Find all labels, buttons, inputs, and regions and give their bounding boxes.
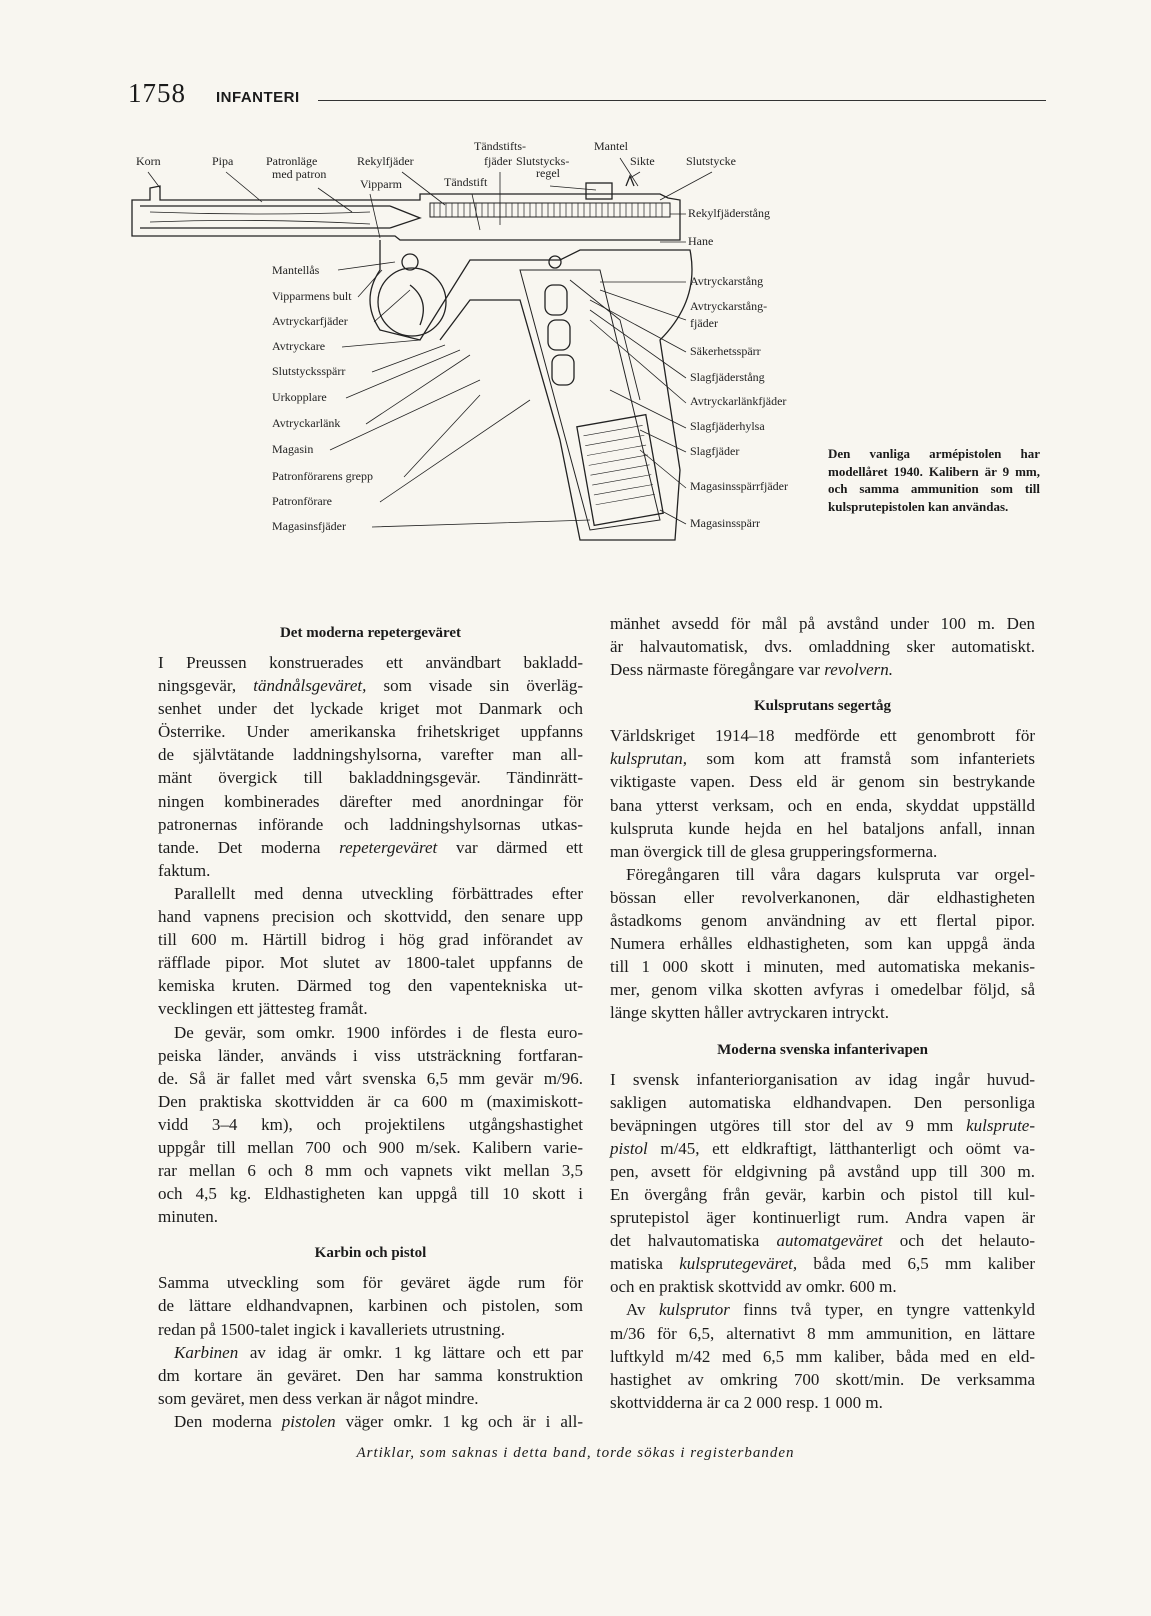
label-hane: Hane [688, 234, 714, 248]
text-line: Karbinen av idag är omkr. 1 kg lättare och ett par [174, 1342, 583, 1362]
text-line: uppgår till mellan 700 och 900 m/sek. Kalibern varie- [158, 1137, 583, 1157]
label-vipparmens-bult: Vipparmens bult [272, 289, 352, 303]
text-line: faktum. [158, 860, 211, 880]
text-line: beväpningen utgöres till stor del av 9 mm kulsprute- [610, 1115, 1035, 1135]
text-line: och en praktisk skottvidd av omkr. 600 m. [610, 1277, 897, 1297]
text-line: senhet under det lyckade kriget mot Danmark och [158, 699, 583, 719]
paragraph [158, 1271, 583, 1340]
italic-term: kulsprute- [966, 1115, 1035, 1135]
text-line: De gevär, som omkr. 1900 infördes i de flesta euro- [174, 1022, 583, 1042]
text-line: pen, avsett för eldgivning på avstånd upp till 300 m. [610, 1161, 1035, 1181]
text-line: sakligen automatiska eldhandvapen. Den personliga [610, 1092, 1035, 1112]
text-line: Världskriget 1914–18 medförde ett genombrott för [610, 726, 1035, 746]
italic-term: kulsprutan, [610, 749, 687, 769]
paragraph [158, 651, 583, 882]
text-line: hand vapnens precision och skottvidd, den senare upp [158, 907, 583, 927]
text-line: matiska kulsprutegeväret, båda med 6,5 mm kaliber [610, 1254, 1035, 1274]
paragraph [610, 724, 1035, 863]
text-column-right [610, 612, 1035, 1414]
text-line: Dess närmaste föregångare var revolvern. [610, 660, 894, 680]
text-line: till 1 000 skott i minuten, med automatiska mekanis- [610, 957, 1035, 977]
label-sikte: Sikte [630, 154, 655, 168]
label-avtryckarlankfjader: Avtryckarlänkfjäder [690, 394, 787, 408]
text-line: bössan eller revolverkanonen, där eldhastigheten [610, 887, 1035, 907]
label-slagfjader: Slagfjäder [690, 444, 740, 458]
text-line: pistol m/45, ett eldkraftigt, lätthanterligt och oömt va- [610, 1138, 1035, 1158]
text-line: kemiska kruten. Därmed tog den vapentekniska ut- [158, 976, 583, 996]
text-line: tande. Det moderna repetergeväret var därmed ett [158, 837, 583, 857]
text-line: ningen kombinerades därefter med anordningar för [158, 791, 583, 811]
text-line: Parallellt med denna utveckling förbättrades efter [174, 883, 583, 903]
text-line: Av kulsprutor finns två typer, en tyngre vattenkyld [626, 1300, 1035, 1320]
label-magasin: Magasin [272, 442, 314, 456]
italic-term: pistol [610, 1138, 648, 1158]
italic-term: tändnålsgeväret, [253, 676, 367, 696]
italic-term: kulsprutegeväret, [679, 1254, 798, 1274]
section-heading: Det moderna repetergeväret [279, 625, 462, 641]
text-line: ningsgevär, tändnålsgeväret, som visade sin överläg- [158, 676, 583, 696]
text-line: peiska länder, används i viss utsträckning fortfaran- [158, 1045, 583, 1065]
label-magasinssparr: Magasinsspärr [690, 516, 760, 530]
text-line: minuten. [158, 1207, 218, 1227]
text-line: patronernas införande och laddningshylsornas utkas- [158, 814, 583, 834]
text-column-left [158, 622, 583, 1433]
section-heading: Kulsprutans segertåg [753, 698, 892, 715]
text-line: rar mellan 6 och 8 mm och vapnets vikt mellan 3,5 [158, 1161, 583, 1181]
label-fjader: fjäder [484, 154, 512, 168]
label-slutstycke: Slutstycke [686, 154, 736, 168]
figure-caption: Den vanliga armépistolen har modellåret 1940. Kalibern är 9 mm, och samma ammunition som till kulsprutepistolen kan användas. [828, 446, 1040, 514]
text-line: de självtätande laddningshylsorna, varefter man all- [158, 745, 583, 765]
label-rekylfjaderstang: Rekylfjäderstång [688, 206, 770, 220]
label-med-patron: med patron [272, 167, 327, 181]
text-line: I svensk infanteriorganisation av idag ingår huvud- [610, 1069, 1035, 1089]
italic-term: automatgeväret [776, 1231, 883, 1251]
text-line: Samma utveckling som för geväret ägde rum för [158, 1273, 583, 1293]
text-line: sprutepistol äger kontinuerligt rum. Andra vapen är [610, 1208, 1035, 1228]
text-line: kulspruta kunde hejda en hel bataljons anfall, innan [610, 818, 1035, 838]
text-line: skottvidderna är ca 2 000 resp. 1 000 m. [610, 1392, 883, 1412]
label-pipa: Pipa [212, 154, 234, 168]
label-magasinssparrfjader: Magasinsspärrfjäder [690, 479, 788, 493]
label-rekylfjader: Rekylfjäder [357, 154, 414, 168]
text-line: mänhet avsedd för mål på avstånd under 100 m. Den [610, 614, 1035, 633]
text-line: redan på 1500-talet ingick i kavalleriets utrustning. [158, 1319, 505, 1339]
italic-term: repetergeväret [339, 837, 438, 857]
text-line: En övergång från gevär, karbin och pistol till kul- [610, 1184, 1035, 1204]
label-patronlage: Patronläge [266, 154, 318, 168]
text-line: m/36 för 6,5, alternativt 8 mm ammunition, en lättare [610, 1323, 1035, 1343]
page-footer-note: Artiklar, som saknas i detta band, torde sökas i registerbanden [356, 1445, 795, 1461]
text-line: Numera erhålles eldhastigheten, som kan uppgå ända [610, 934, 1035, 954]
text-line: vidd 3–4 km), och projektilens utgångshastighet [158, 1114, 583, 1134]
text-line: Den moderna pistolen väger omkr. 1 kg och är i all- [174, 1411, 583, 1431]
label-avtryckarfjader: Avtryckarfjäder [272, 314, 348, 328]
label-patronforarens-grepp: Patronförarens grepp [272, 469, 373, 483]
label-vipparm: Vipparm [360, 177, 402, 191]
paragraph [610, 1298, 1035, 1413]
paragraph [610, 1068, 1035, 1299]
label-regel: regel [536, 166, 560, 180]
label-avtryckarstang-fjader-1: Avtryckarstång- [690, 299, 768, 313]
text-line: viktigaste vapen. Dess eld är genom sin bestrykande [610, 772, 1035, 792]
text-line: Den praktiska skottvidden är ca 600 m (maximiskott- [158, 1091, 583, 1111]
text-line: Föregångaren till våra dagars kulspruta var orgel- [626, 864, 1035, 884]
label-sakerhetssparr: Säkerhetsspärr [690, 344, 761, 358]
page-number: 1758 [128, 78, 186, 108]
paragraph [158, 1341, 583, 1410]
text-line: det halvautomatiska automatgeväret och det helauto- [610, 1231, 1036, 1251]
label-tandstift: Tändstift [444, 175, 488, 189]
text-line: länge skytten håller avtryckaren intryckt. [610, 1003, 889, 1023]
label-tandstifts: Tändstifts- [474, 139, 526, 153]
text-line: vecklingen ett jättesteg framåt. [158, 999, 368, 1019]
section-heading: Moderna svenska infanterivapen [717, 1041, 928, 1058]
label-slutstycksparr: Slutstycksspärr [272, 364, 346, 378]
paragraph [158, 1410, 583, 1433]
paragraph [158, 882, 583, 1021]
text-line: mer, genom vilka skotten avfyras i omedelbar följd, så [610, 980, 1035, 1000]
text-line: luftkyld m/42 med 6,5 mm kaliber, båda med en eld- [610, 1346, 1035, 1366]
text-line: de. Så är fallet med vårt svenska 6,5 mm gevär m/96. [158, 1068, 583, 1088]
section-heading: Karbin och pistol [314, 1245, 427, 1262]
italic-term: kulsprutor [658, 1300, 730, 1320]
text-line: hastighet av omkring 700 skott/min. De verksamma [610, 1369, 1035, 1389]
text-line: kulsprutan, som kom att framstå som infanteriets [610, 749, 1035, 769]
label-avtryckarstang: Avtryckarstång [690, 274, 764, 288]
text-line: bana ytterst verksam, och en enda, skyddat uppställd [610, 795, 1035, 815]
label-slagfjaderstang: Slagfjäderstång [690, 370, 765, 384]
label-korn: Korn [136, 154, 161, 168]
text-line: som geväret, men dess verkan är något mindre. [158, 1388, 479, 1408]
text-line: är halvautomatisk, dvs. omladdning sker automatiskt. [610, 637, 1035, 657]
paragraph [158, 1021, 583, 1229]
paragraph [610, 863, 1035, 1025]
text-line: mänt övergick till bakladdningsgevär. Tändinrätt- [158, 768, 583, 788]
label-avtryckarstang-fjader-2: fjäder [690, 316, 718, 330]
label-slagfjaderhylsa: Slagfjäderhylsa [690, 419, 765, 433]
section-title: INFANTERI [216, 89, 300, 106]
label-patronforare: Patronförare [272, 494, 332, 508]
paragraph [610, 612, 1035, 681]
label-magasinsfjader: Magasinsfjäder [272, 519, 346, 533]
text-line: till 600 m. Härtill bidrog i hög grad införandet av [158, 930, 583, 950]
text-line: man övergick till de glesa grupperingsformerna. [610, 841, 938, 861]
text-line: de lättare eldhandvapnen, karbinen och pistolen, som [158, 1296, 583, 1316]
italic-term: pistolen [281, 1411, 336, 1431]
text-line: I Preussen konstruerades ett användbart bakladd- [158, 653, 583, 672]
italic-term: Karbinen [174, 1342, 239, 1362]
label-slutstycks: Slutstycks- [516, 154, 570, 168]
text-line: och 4,5 kg. Eldhastigheten kan uppgå till 10 skott i [158, 1184, 583, 1204]
text-line: dm kortare än geväret. Den har samma konstruktion [158, 1365, 583, 1385]
label-mantel: Mantel [594, 139, 628, 153]
label-avtryckare: Avtryckare [272, 339, 326, 353]
label-avtryckarlank: Avtryckarlänk [272, 416, 341, 430]
italic-term: revolvern. [824, 660, 894, 680]
label-urkopplare: Urkopplare [272, 390, 327, 404]
text-line: Österrike. Under amerikanska frihetskriget uppfanns [158, 722, 583, 742]
label-mantellas: Mantellås [272, 263, 320, 277]
text-line: räfflade pipor. Mot slutet av 1800-talet uppfanns de [158, 953, 583, 973]
text-line: åstadkoms genom användning av ett flertal pipor. [610, 911, 1035, 931]
